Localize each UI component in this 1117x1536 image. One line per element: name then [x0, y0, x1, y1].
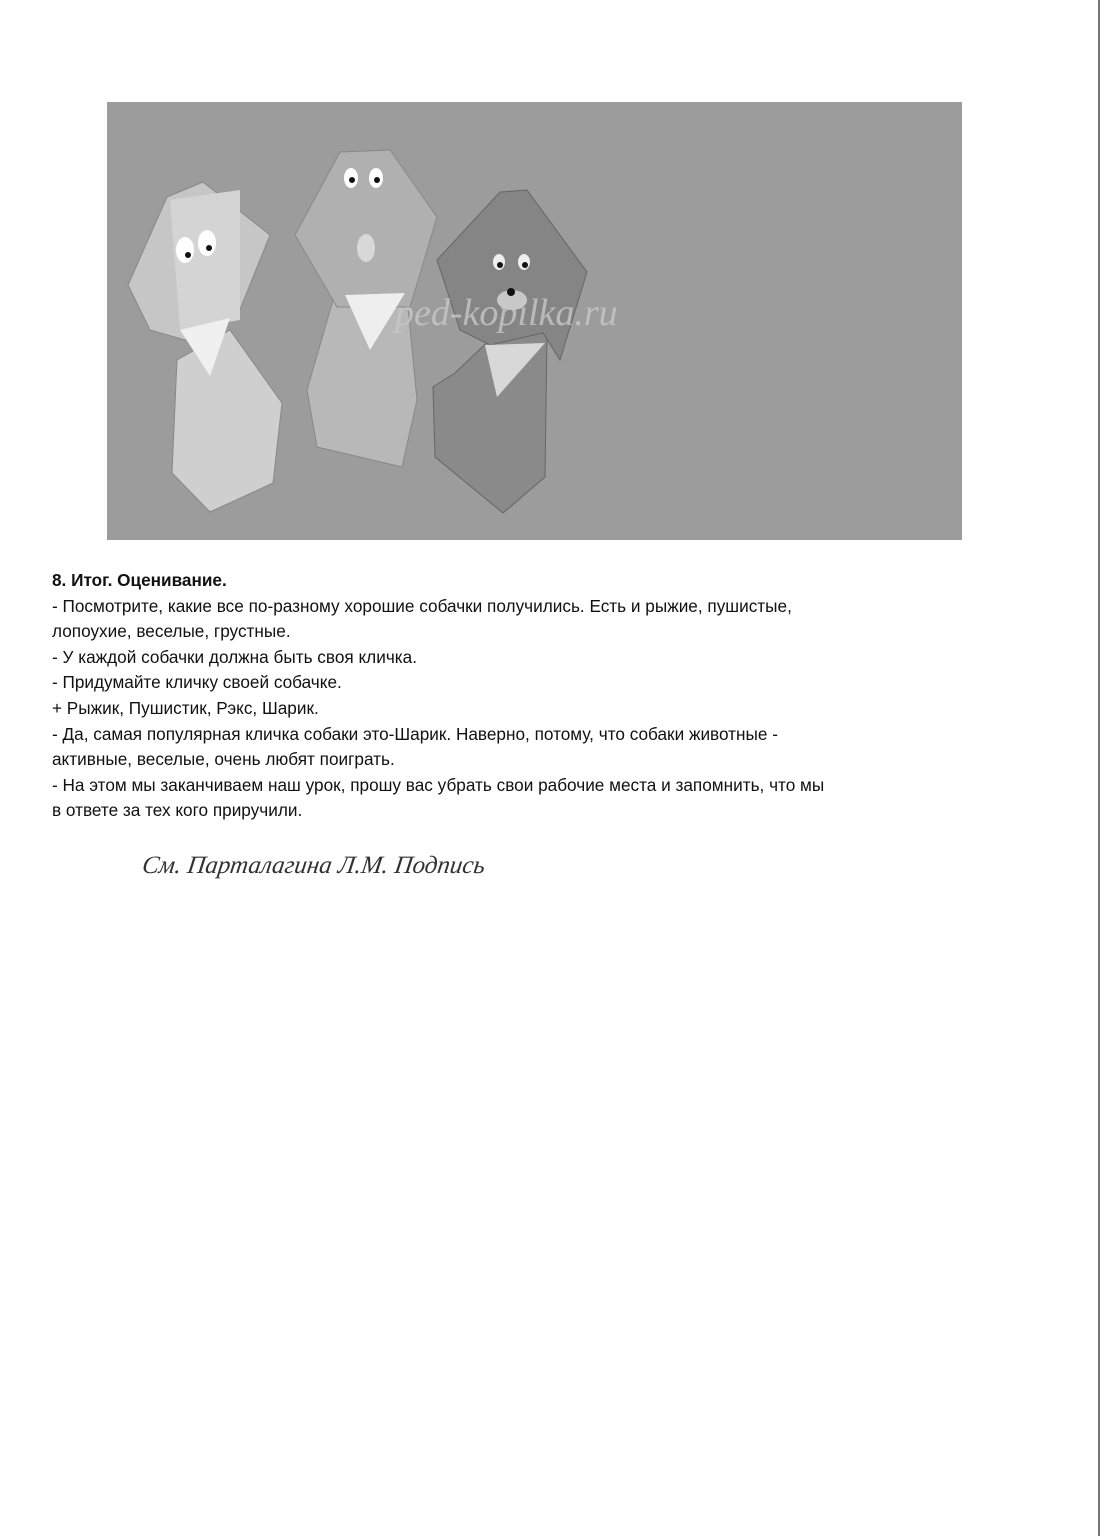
text-line: лопоухие, веселые, грустные. [52, 621, 291, 642]
text-line: + Рыжик, Пушистик, Рэкс, Шарик. [52, 697, 319, 718]
text-line: - Придумайте кличку своей собачке. [52, 672, 342, 693]
handwritten-signature: См. Парталагина Л.М. Подпись [140, 852, 487, 879]
watermark: ped-kopilka.ru [395, 292, 618, 334]
text-line: - Да, самая популярная кличка собаки это-Шарик. Наверно, потому, что собаки животные - [52, 723, 778, 744]
text-line: - У каждой собачки должна быть своя кличка. [52, 646, 417, 667]
text-line: - На этом мы заканчиваем наш урок, прошу вас убрать свои рабочие места и запомнить, что мы [52, 774, 825, 795]
text-line: - Посмотрите, какие все по-разному хорошие собачки получились. Есть и рыжие, пушистые, [52, 595, 792, 616]
section-heading: 8. Итог. Оценивание. [52, 570, 227, 590]
text-line: в ответе за тех кого приручили. [52, 800, 303, 821]
origami-dogs-photo [0, 0, 1117, 560]
section-8 [52, 568, 1012, 824]
text-line: активные, веселые, очень любят поиграть. [52, 749, 395, 770]
